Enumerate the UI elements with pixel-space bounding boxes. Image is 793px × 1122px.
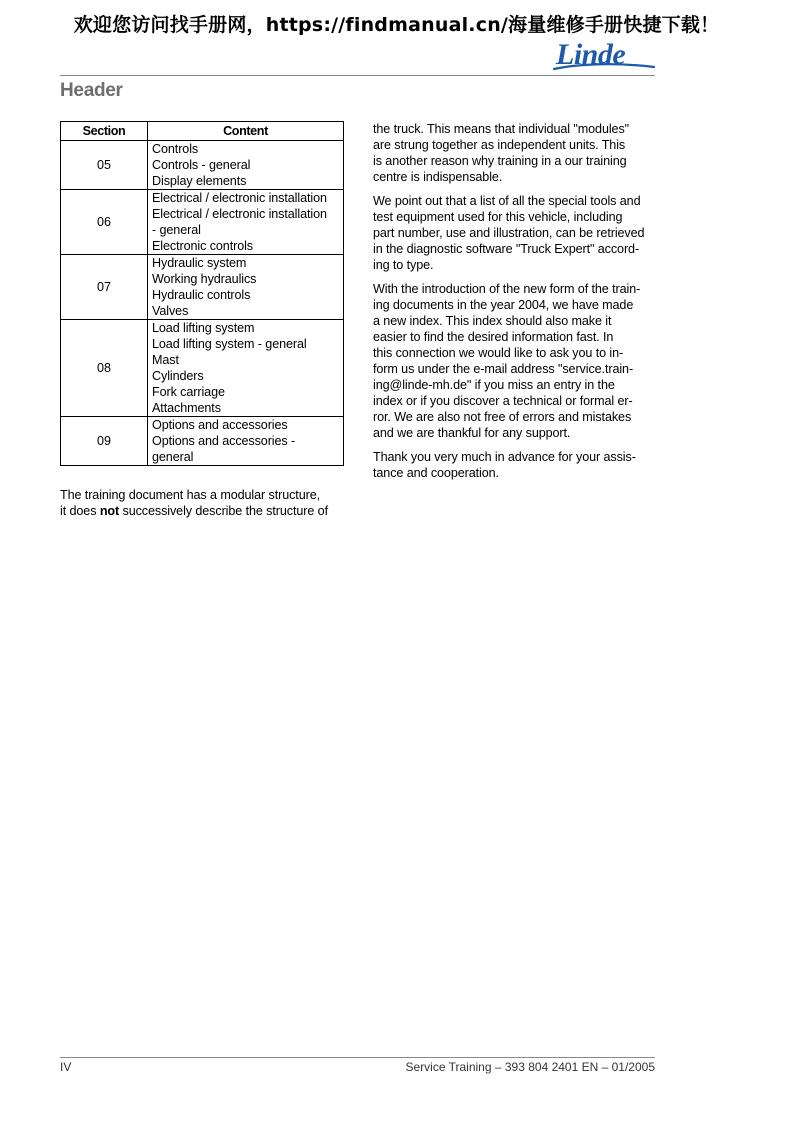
table-row: [61, 320, 344, 417]
body-text-line: this connection we would like to ask you to in-: [373, 346, 624, 360]
section-content: [148, 255, 344, 320]
body-text-line: is another reason why training in a our training: [373, 154, 627, 168]
body-text-line: ing documents in the year 2004, we have made: [373, 298, 634, 312]
content-line: Load lifting system: [152, 321, 255, 335]
section-content: [148, 190, 344, 255]
body-text-line: are strung together as independent units. This: [373, 138, 626, 152]
body-text-line: part number, use and illustration, can be retrieved: [373, 226, 645, 240]
body-text-line: easier to find the desired information fast. In: [373, 330, 614, 344]
content-line: Options and accessories -: [152, 434, 296, 448]
content-line: Electrical / electronic installation: [152, 207, 327, 221]
body-text-line: a new index. This index should also make it: [373, 314, 612, 328]
body-text-line: ing@linde-mh.de" if you miss an entry in the: [373, 378, 615, 392]
column-header-content: Content: [148, 122, 344, 141]
body-text-line: We point out that a list of all the special tools and: [373, 194, 641, 208]
body-text-line: tance and cooperation.: [373, 466, 499, 480]
content-line: - general: [152, 223, 201, 237]
table-row: [61, 190, 344, 255]
content-line: Load lifting system - general: [152, 337, 307, 351]
content-line: Electrical / electronic installation: [152, 191, 327, 205]
table-row: [61, 417, 344, 466]
body-text-line: in the diagnostic software "Truck Expert" accord-: [373, 242, 640, 256]
section-number: 05: [61, 141, 148, 190]
body-text-line: [60, 503, 350, 519]
section-content: [148, 417, 344, 466]
header-divider: [60, 75, 655, 76]
left-column-text: [60, 487, 350, 519]
paragraph-special-tools: [373, 193, 663, 273]
body-text-line: form us under the e-mail address "service.train-: [373, 362, 634, 376]
content-line: Electronic controls: [152, 239, 253, 253]
body-text-line: The training document has a modular structure,: [60, 488, 321, 502]
content-line: Mast: [152, 353, 179, 367]
table-row: [61, 255, 344, 320]
body-text-line: test equipment used for this vehicle, including: [373, 210, 623, 224]
content-line: Valves: [152, 304, 189, 318]
logo-swoosh-icon: [552, 62, 656, 72]
linde-logo: Linde: [556, 38, 626, 71]
paragraph-modules: [373, 121, 663, 185]
content-line: Hydraulic controls: [152, 288, 251, 302]
body-text-line: and we are thankful for any support.: [373, 426, 571, 440]
content-line: Working hydraulics: [152, 272, 257, 286]
page-number: IV: [60, 1060, 72, 1074]
content-line: Hydraulic system: [152, 256, 247, 270]
content-line: Cylinders: [152, 369, 204, 383]
section-number: 06: [61, 190, 148, 255]
section-number: 07: [61, 255, 148, 320]
body-text-line: With the introduction of the new form of the train-: [373, 282, 641, 296]
column-header-section: Section: [61, 122, 148, 141]
section-content: [148, 320, 344, 417]
page-title: Header: [60, 80, 123, 101]
content-line: Attachments: [152, 401, 221, 415]
section-table: [60, 121, 344, 466]
download-banner: 欢迎您访问找手册网，https://findmanual.cn/海量维修手册快捷下载！: [73, 14, 720, 36]
body-text-fragment: it does: [60, 504, 100, 518]
table-header-row: [61, 122, 344, 141]
body-text-line: ing to type.: [373, 258, 434, 272]
content-line: general: [152, 450, 194, 464]
section-content: [148, 141, 344, 190]
body-text-line: the truck. This means that individual "modules": [373, 122, 630, 136]
content-line: Controls: [152, 142, 199, 156]
section-number: 08: [61, 320, 148, 417]
section-number: 09: [61, 417, 148, 466]
body-text-line: index or if you discover a technical or formal er-: [373, 394, 633, 408]
content-line: Controls - general: [152, 158, 251, 172]
footer-divider: [60, 1057, 655, 1058]
body-text-fragment: successively describe the structure of: [119, 504, 328, 518]
table-row: [61, 141, 344, 190]
content-line: Options and accessories: [152, 418, 288, 432]
paragraph-thanks: [373, 449, 663, 481]
body-text-line: Thank you very much in advance for your assis-: [373, 450, 636, 464]
emphasis-not: not: [99, 504, 120, 518]
content-line: Fork carriage: [152, 385, 225, 399]
document-reference: Service Training – 393 804 2401 EN – 01/2005: [405, 1060, 655, 1074]
body-text-line: ror. We are also not free of errors and mistakes: [373, 410, 632, 424]
right-column-text: [373, 121, 663, 489]
body-text-line: centre is indispensable.: [373, 170, 503, 184]
paragraph-new-index: [373, 281, 663, 441]
content-line: Display elements: [152, 174, 247, 188]
